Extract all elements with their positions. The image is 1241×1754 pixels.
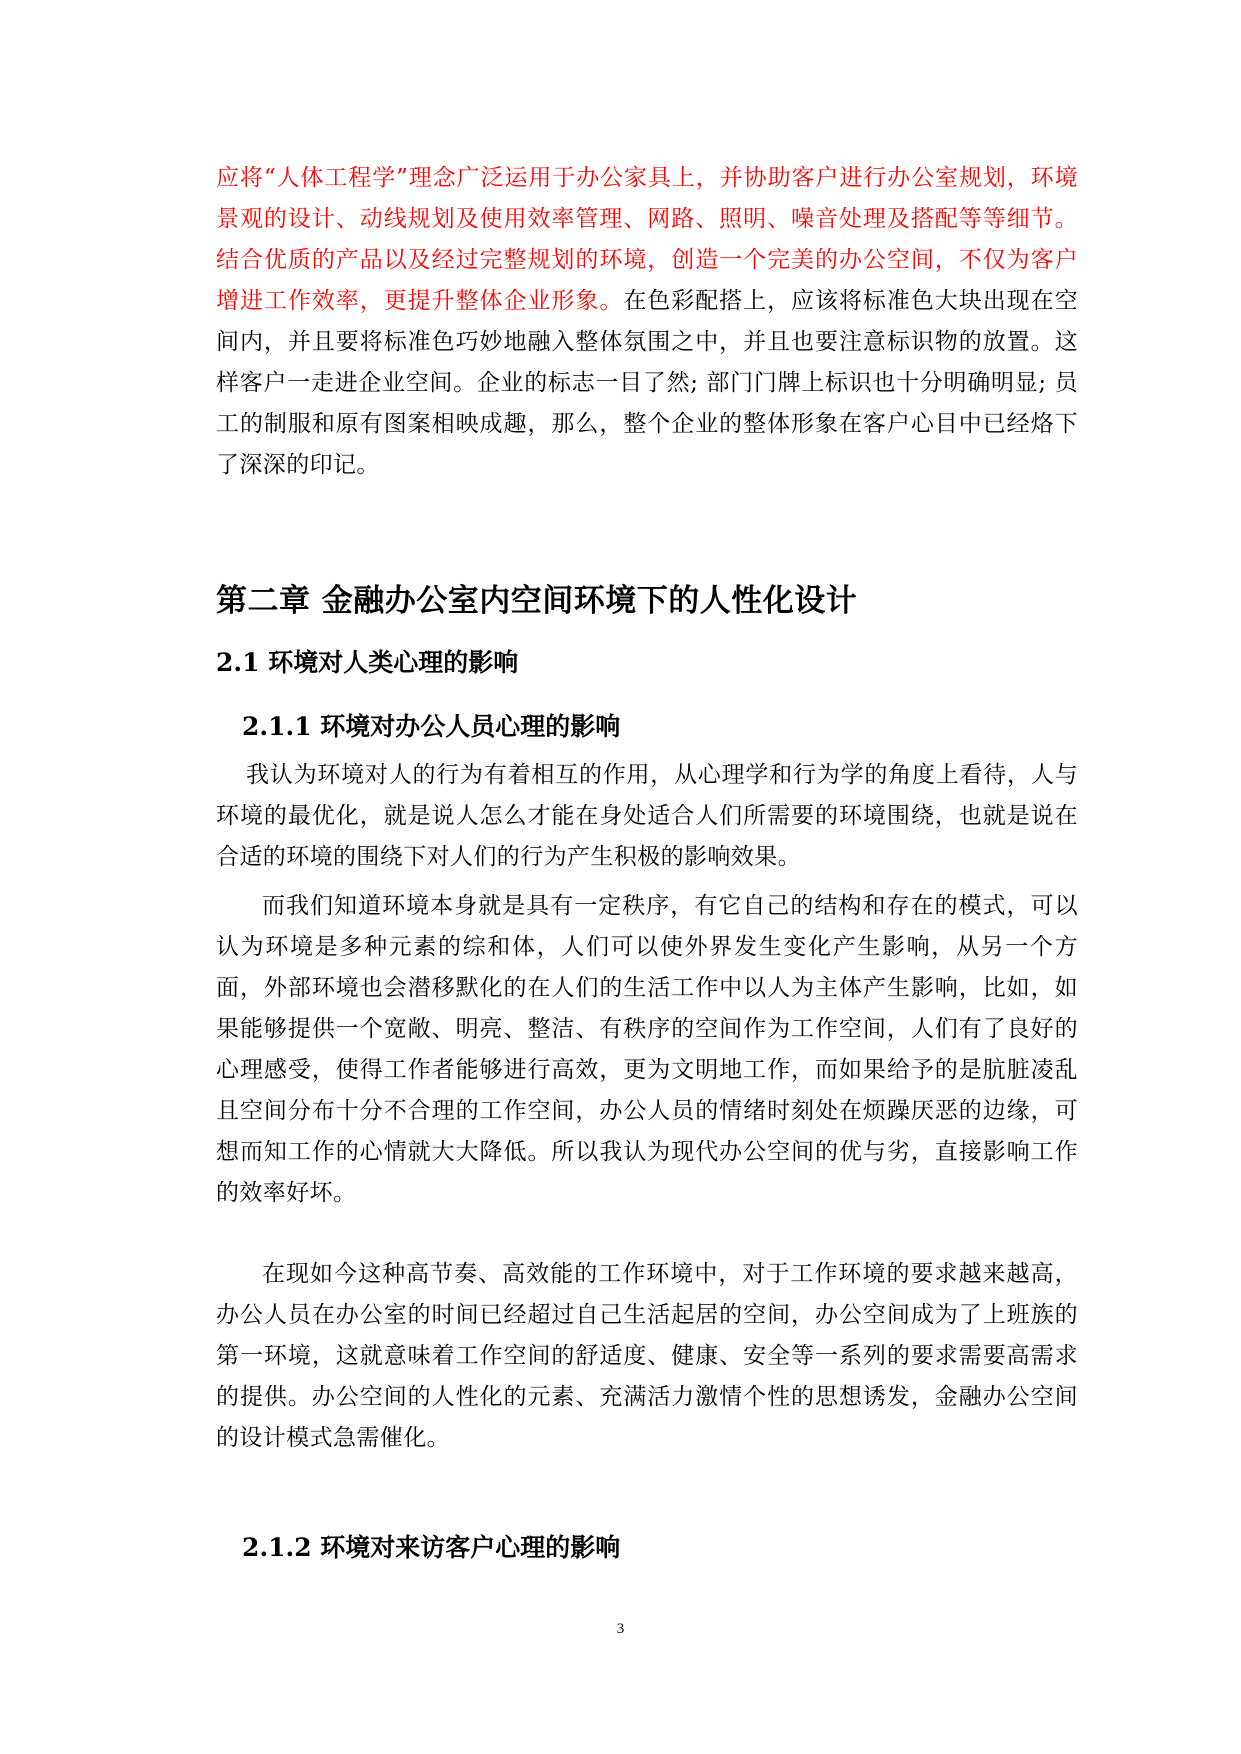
highlighted-red-text: 应将“人体工程学”理念广泛运用于办公家具上，并协助客户进行办公室规划，环境景观的设计、动线规划及使用效率管理、网路、照明、噪音处理及搭配等等细节。结合优质的产品以及经过完整规划的环境，创造一个完美的办公空间，不仅为客户增进工作效率，更提升整体企业形象。 [216,165,1078,314]
subsection-title-2-1-1: 2.1.1 环境对办公人员心理的影响 [242,712,621,741]
page-number: 3 [616,1621,625,1637]
chapter-title: 第二章 金融办公室内空间环境下的人性化设计 [216,583,858,619]
intro-body-text: 在色彩配搭上，应该将标准色大块出现在空间内，并且要将标准色巧妙地融入整体氛围之中，并且也要注意标识物的放置。这样客户一走进企业空间。企业的标志一目了然; 部门门牌上标识也十分明确明显; 员工的制服和原有图案相映成趣，那么，整个企业的整体形象在客户心目中已经烙下了深深的印记。 [216,288,1078,478]
subsection-title-2-1-2: 2.1.2 环境对来访客户心理的影响 [242,1533,621,1562]
intro-paragraph [216,158,1078,486]
section-title: 2.1 环境对人类心理的影响 [216,648,519,677]
body-paragraph-1: 我认为环境对人的行为有着相互的作用，从心理学和行为学的角度上看待，人与环境的最优化，就是说人怎么才能在身处适合人们所需要的环境围绕，也就是说在合适的环境的围绕下对人们的行为产生积极的影响效果。 [216,762,1078,870]
body-paragraph-2: 而我们知道环境本身就是具有一定秩序，有它自己的结构和存在的模式，可以认为环境是多种元素的综和体，人们可以使外界发生变化产生影响，从另一个方面，外部环境也会潜移默化的在人们的生活工作中以人为主体产生影响，比如，如果能够提供一个宽敞、明亮、整洁、有秩序的空间作为工作空间，人们有了良好的心理感受，使得工作者能够进行高效，更为文明地工作，而如果给予的是肮脏凌乱且空间分布十分不合理的工作空间，办公人员的情绪时刻处在烦躁厌恶的边缘，可想而知工作的心情就大大降低。所以我认为现代办公空间的优与劣，直接影响工作的效率好坏。 [216,893,1078,1206]
body-paragraph-3: 在现如今这种高节奏、高效能的工作环境中，对于工作环境的要求越来越高，办公人员在办公室的时间已经超过自己生活起居的空间，办公空间成为了上班族的第一环境，这就意味着工作空间的舒适度、健康、安全等一系列的要求需要高需求的提供。办公空间的人性化的元素、充满活力激情个性的思想诱发，金融办公空间的设计模式急需催化。 [216,1261,1078,1451]
